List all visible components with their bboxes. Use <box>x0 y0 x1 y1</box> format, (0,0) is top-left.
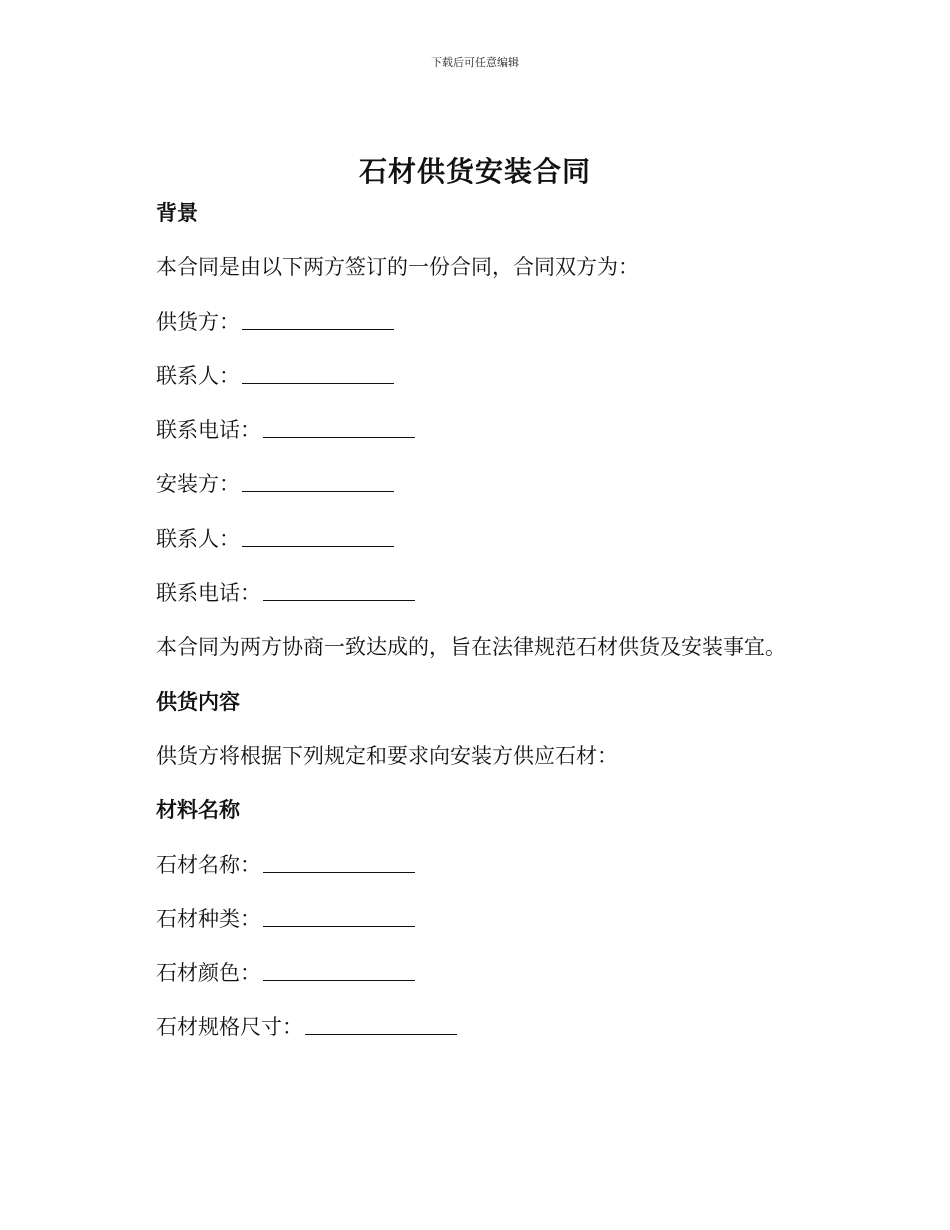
stone-name-field <box>156 850 816 904</box>
installer-contact-blank-line <box>242 524 394 547</box>
stone-name-label: 石材名称： <box>156 852 261 877</box>
section-heading-material-name: 材料名称 <box>156 798 240 823</box>
installer-contact-field <box>156 524 816 578</box>
installer-phone-field <box>156 578 816 632</box>
stone-type-blank-line <box>263 904 415 927</box>
stone-size-field <box>156 1012 816 1066</box>
supplier-blank-line <box>242 307 394 330</box>
supplier-contact-field <box>156 361 816 415</box>
supplier-label: 供货方： <box>156 309 240 334</box>
stone-size-blank-line <box>305 1012 457 1035</box>
document-body <box>156 198 816 1067</box>
section-heading-background: 背景 <box>156 201 198 225</box>
supplier-phone-label: 联系电话： <box>156 418 261 443</box>
supplier-phone-blank-line <box>263 415 415 438</box>
stone-type-label: 石材种类： <box>156 906 261 931</box>
stone-color-blank-line <box>263 958 415 981</box>
installer-contact-label: 联系人： <box>156 526 240 551</box>
installer-field <box>156 469 816 523</box>
document-title: 石材供货安装合同 <box>358 155 591 188</box>
intro-paragraph: 本合同是由以下两方签订的一份合同，合同双方为： <box>156 255 639 280</box>
installer-phone-blank-line <box>263 578 415 601</box>
stone-color-field <box>156 958 816 1012</box>
stone-type-field <box>156 904 816 958</box>
stone-size-label: 石材规格尺寸： <box>156 1015 303 1040</box>
supplier-contact-blank-line <box>242 361 394 384</box>
supply-paragraph: 供货方将根据下列规定和要求向安装方供应石材： <box>156 743 618 768</box>
header-note: 下载后可任意编辑 <box>431 56 519 69</box>
section-heading-supply-content: 供货内容 <box>156 689 240 714</box>
installer-label: 安装方： <box>156 472 240 497</box>
stone-name-blank-line <box>263 850 415 873</box>
supplier-phone-field <box>156 415 816 469</box>
supplier-field <box>156 307 816 361</box>
purpose-paragraph: 本合同为两方协商一致达成的，旨在法律规范石材供货及安装事宜。 <box>156 635 786 660</box>
installer-blank-line <box>242 469 394 492</box>
stone-color-label: 石材颜色： <box>156 961 261 986</box>
supplier-contact-label: 联系人： <box>156 363 240 388</box>
installer-phone-label: 联系电话： <box>156 581 261 606</box>
